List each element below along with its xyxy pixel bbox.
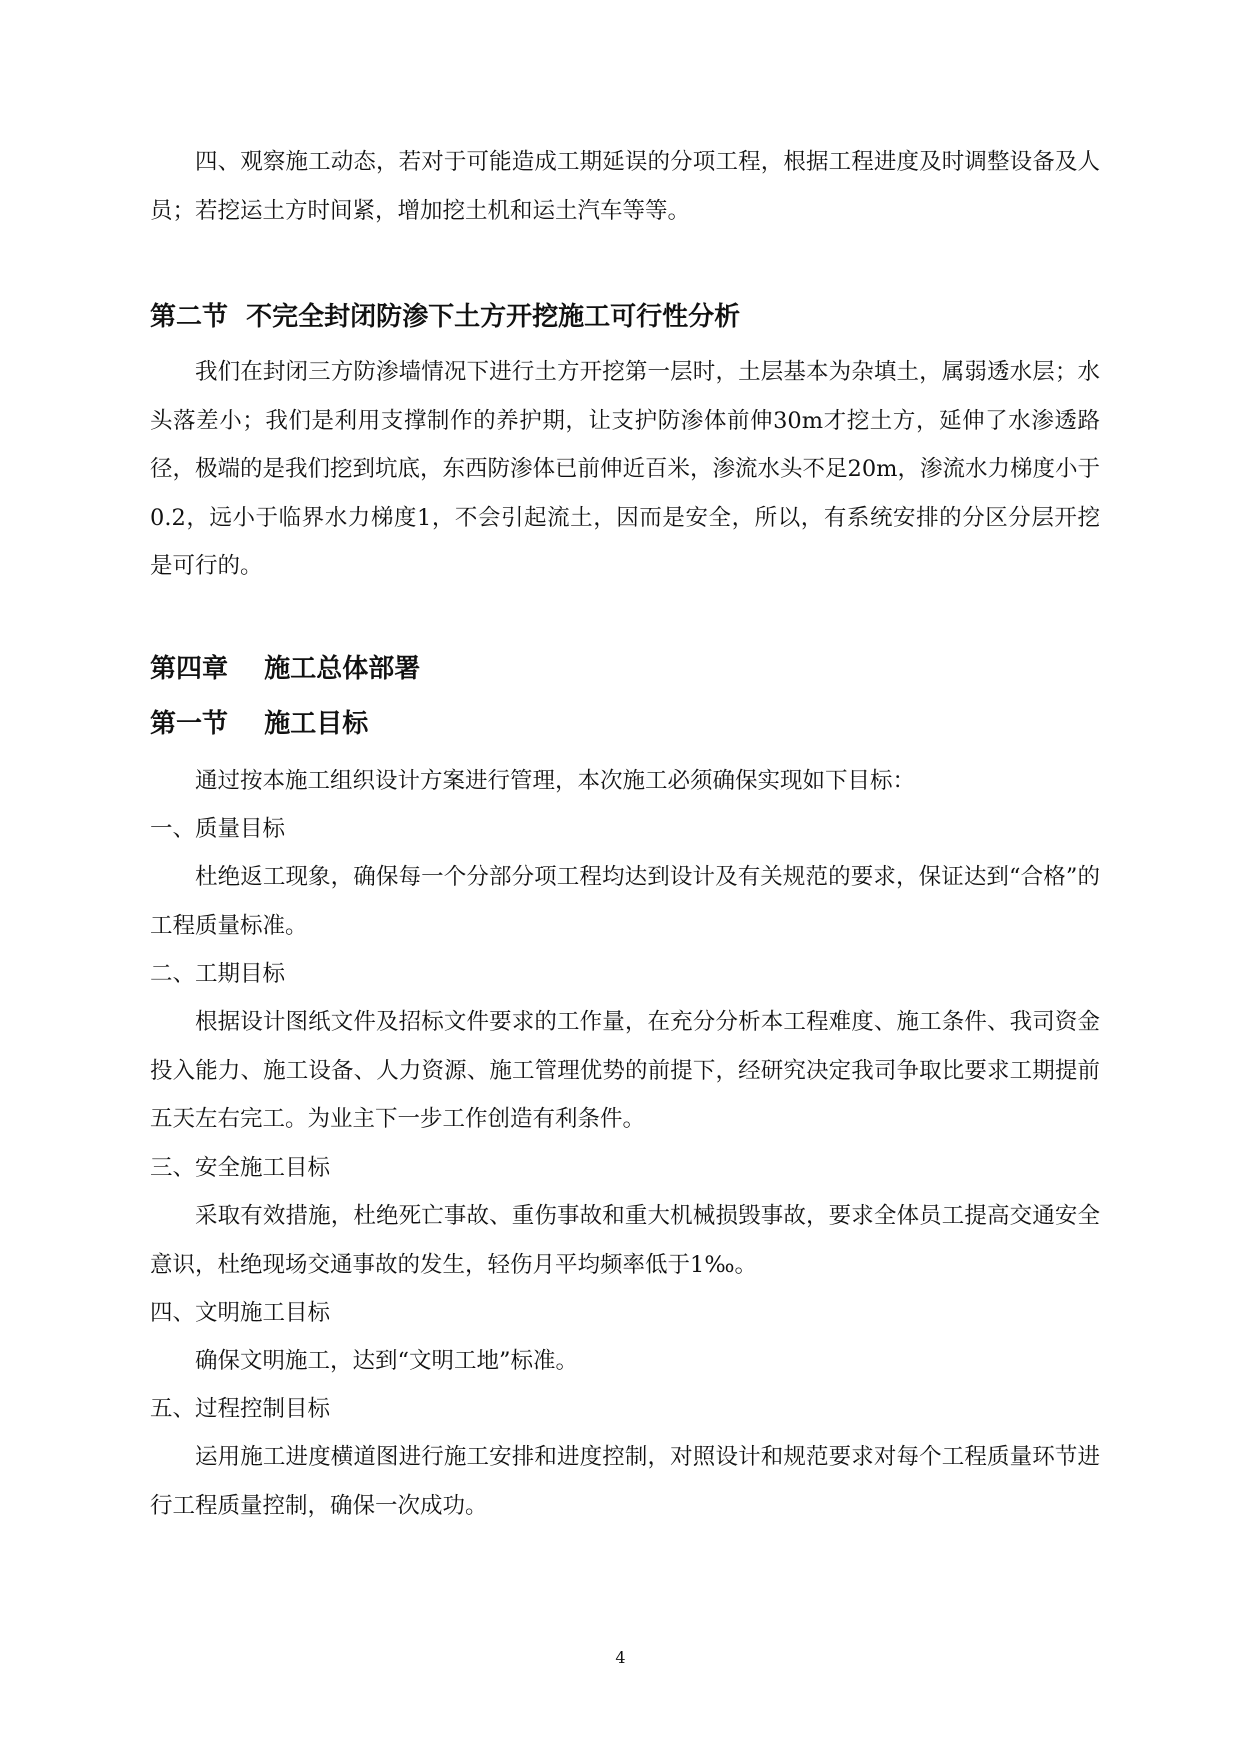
paragraph-safety-goal: 采取有效措施，杜绝死亡事故、重伤事故和重大机械损毁事故，要求全体员工提高交通安全意识，杜绝现场交通事故的发生，轻伤月平均频率低于1‰。	[150, 1203, 1100, 1278]
section-heading-construction-goals: 第一节 施工目标	[150, 709, 369, 739]
list-item-process-control-goal: 五、过程控制目标	[150, 1396, 331, 1422]
paragraph-goals-intro: 通过按本施工组织设计方案进行管理，本次施工必须确保实现如下目标：	[195, 768, 916, 794]
paragraph-construction-monitoring: 四、观察施工动态，若对于可能造成工期延误的分项工程，根据工程进度及时调整设备及人员；若挖运土方时间紧，增加挖土机和运土汽车等等。	[150, 149, 1100, 224]
page-number: 4	[615, 1648, 626, 1667]
paragraph-process-control-goal: 运用施工进度横道图进行施工安排和进度控制，对照设计和规范要求对每个工程质量环节进行工程质量控制，确保一次成功。	[150, 1444, 1100, 1519]
chapter-heading-overall-deployment: 第四章 施工总体部署	[150, 654, 421, 684]
section-heading-feasibility-analysis: 第二节 不完全封闭防渗下土方开挖施工可行性分析	[150, 302, 741, 332]
paragraph-feasibility-analysis: 我们在封闭三方防渗墙情况下进行土方开挖第一层时，土层基本为杂填土，属弱透水层；水头落差小；我们是利用支撑制作的养护期，让支护防渗体前伸30m才挖土方，延伸了水渗透路径，极端的是我们挖到坑底，东西防渗体已前伸近百米，渗流水头不足20m，渗流水力梯度小于0.2，远小于临界水力梯度1，不会引起流土，因而是安全，所以，有系统安排的分区分层开挖是可行的。	[150, 359, 1100, 579]
list-item-quality-goal: 一、质量目标	[150, 816, 286, 842]
paragraph-schedule-goal: 根据设计图纸文件及招标文件要求的工作量，在充分分析本工程难度、施工条件、我司资金投入能力、施工设备、人力资源、施工管理优势的前提下，经研究决定我司争取比要求工期提前五天左右完工。为业主下一步工作创造有利条件。	[150, 1009, 1100, 1132]
list-item-civilized-construction-goal: 四、文明施工目标	[150, 1300, 331, 1326]
paragraph-civilized-construction-goal: 确保文明施工，达到“文明工地”标准。	[195, 1348, 579, 1374]
list-item-schedule-goal: 二、工期目标	[150, 961, 286, 987]
list-item-safety-goal: 三、安全施工目标	[150, 1155, 331, 1181]
paragraph-quality-goal: 杜绝返工现象，确保每一个分部分项工程均达到设计及有关规范的要求，保证达到“合格”的工程质量标准。	[150, 864, 1100, 939]
